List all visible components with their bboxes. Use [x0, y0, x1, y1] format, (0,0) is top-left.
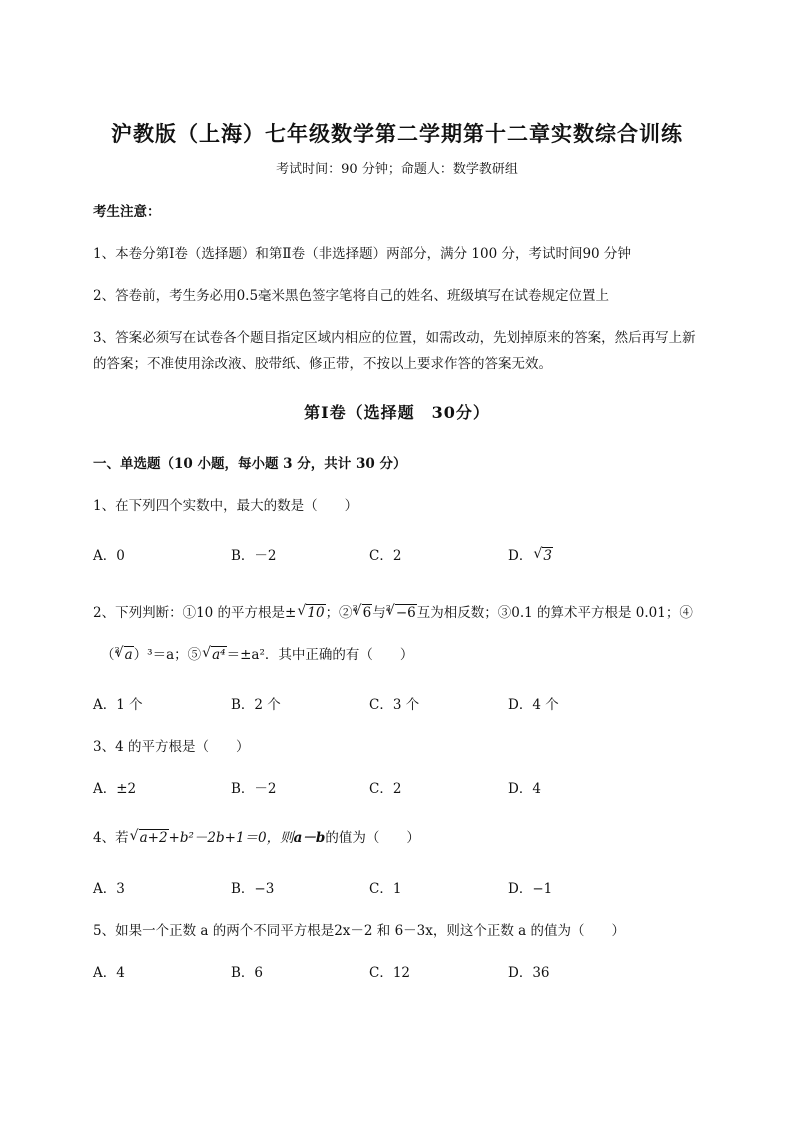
cube-root-symbol	[353, 605, 373, 621]
q2-radicand-3: −6	[395, 605, 416, 621]
q4-radicand: a+2	[139, 830, 168, 846]
q2-option-c: C．3 个	[369, 697, 420, 713]
q5-option-a: A．4	[93, 965, 125, 981]
notice-item-3-line-1: 3、答案必须写在试卷各个题目指定区域内相应的位置，如需改动，先划掉原来的答案，然后再写上新	[93, 330, 696, 346]
q2-radicand-4: a	[124, 647, 133, 663]
q2-radicand-2: 6	[362, 605, 372, 621]
q4-prefix: 4、若	[93, 830, 129, 846]
page-title: 沪教版（上海）七年级数学第二学期第十二章实数综合训练	[111, 121, 683, 146]
q4-suffix: 的值为（ ）	[325, 830, 420, 846]
notice-heading: 考生注意：	[93, 204, 161, 220]
q3-option-b: B．－2	[231, 781, 277, 797]
q2-root-index-4: 3	[114, 646, 120, 655]
q2-option-a: A．1 个	[93, 697, 143, 713]
cube-root-symbol	[386, 605, 417, 621]
question-2-stem-line-1	[93, 601, 693, 621]
notice-item-3-line-2: 的答案；不准使用涂改液、胶带纸、修正带，不按以上要求作答的答案无效。	[93, 356, 552, 372]
q4-option-b: B．−3	[231, 881, 275, 897]
question-4-stem	[93, 826, 420, 846]
q2-line-2-open: （	[101, 647, 115, 663]
question-1-stem: 1、在下列四个实数中，最大的数是（ ）	[93, 498, 359, 514]
q2-option-b: B．2 个	[231, 697, 281, 713]
question-2-stem-line-2	[101, 643, 413, 663]
q4-expression: +b²－2b+1＝0，则	[168, 830, 294, 846]
q2-root-index-2: 3	[352, 604, 358, 613]
q1-option-d	[508, 544, 553, 564]
exam-info: 考试时间：90 分钟；命题人：数学教研组	[276, 162, 518, 177]
q1-option-d-radicand: 3	[543, 548, 552, 564]
question-5-stem: 5、如果一个正数 a 的两个不同平方根是2x－2 和 6－3x，则这个正数 a 的值为（ ）	[93, 923, 626, 939]
part-heading: 一、单选题（10 小题，每小题 3 分，共计 30 分）	[93, 456, 407, 472]
q2-part-1: 2、下列判断：①10 的平方根是±	[93, 605, 297, 621]
q2-option-d: D．4 个	[508, 697, 559, 713]
sqrt-symbol	[297, 605, 325, 621]
q2-line-2-mid: ）³＝a；⑤	[133, 647, 202, 663]
section-title: 第Ⅰ卷（选择题 30分）	[304, 403, 490, 422]
q1-option-b: B．－2	[231, 548, 277, 564]
q2-radicand-5: a⁴	[212, 647, 226, 663]
q1-option-c: C．2	[369, 548, 402, 564]
q2-part-4: 互为相反数；③0.1 的算术平方根是 0.01；④	[416, 605, 693, 621]
q4-option-c: C．1	[369, 881, 402, 897]
q2-line-2-end: ＝±a²．其中正确的有（ ）	[226, 647, 414, 663]
q5-option-c: C．12	[369, 965, 411, 981]
q1-option-d-prefix: D．	[508, 548, 533, 564]
q3-option-a: A．±2	[93, 781, 137, 797]
q2-part-2: ；②	[325, 605, 353, 621]
notice-item-2: 2、答卷前，考生务必用0.5毫米黑色签字笔将自己的姓名、班级填写在试卷规定位置上	[93, 288, 610, 304]
q4-a-minus-b: a－b	[293, 830, 326, 846]
q4-option-d: D．−1	[508, 881, 553, 897]
q5-option-b: B．6	[231, 965, 264, 981]
q4-option-a: A．3	[93, 881, 125, 897]
sqrt-symbol	[202, 647, 226, 663]
q3-option-d: D．4	[508, 781, 541, 797]
sqrt-symbol	[130, 830, 169, 846]
q2-radicand-1: 10	[307, 605, 325, 621]
cube-root-symbol	[115, 647, 134, 663]
q2-root-index-3: 3	[385, 604, 391, 613]
q1-option-a: A．0	[93, 548, 125, 564]
question-3-stem: 3、4 的平方根是（ ）	[93, 739, 250, 755]
sqrt-symbol	[533, 548, 553, 564]
notice-item-1: 1、本卷分第Ⅰ卷（选择题）和第Ⅱ卷（非选择题）两部分，满分 100 分，考试时间90 分钟	[93, 246, 631, 262]
q2-part-3: 与	[372, 605, 386, 621]
q5-option-d: D．36	[508, 965, 550, 981]
q3-option-c: C．2	[369, 781, 402, 797]
